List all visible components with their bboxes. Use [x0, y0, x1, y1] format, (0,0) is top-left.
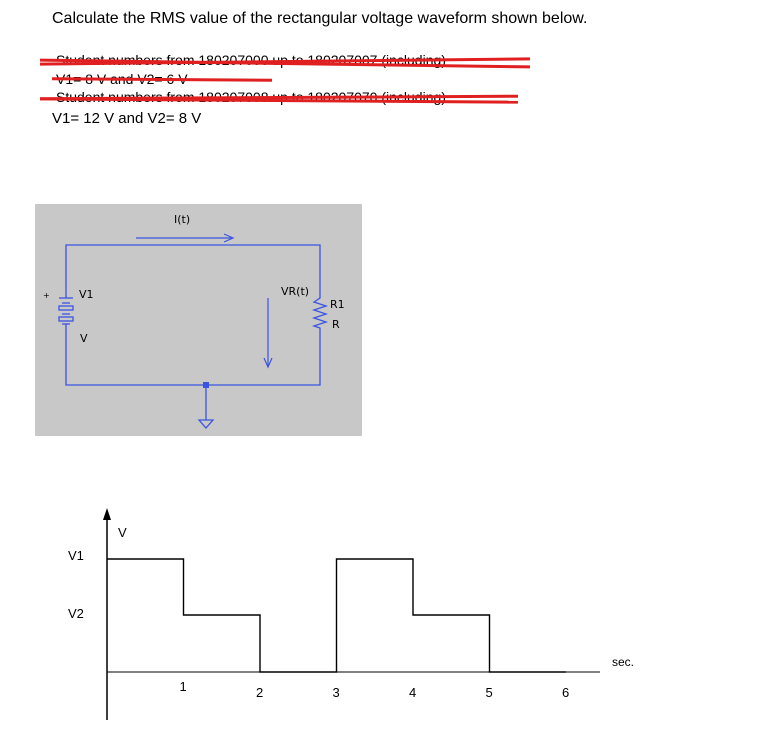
x-tick-label-6: 6 — [562, 685, 570, 700]
x-axis-label: sec. — [612, 655, 635, 669]
waveform-line — [107, 559, 566, 672]
battery-symbol — [59, 290, 73, 330]
source-label: V1 — [79, 288, 94, 301]
voltage-arrow — [264, 298, 272, 367]
circuit-diagram — [66, 245, 320, 420]
x-tick-label-1: 1 — [179, 679, 187, 694]
vr-label: VR(t) — [281, 285, 310, 298]
y-tick-label-v1: V1 — [68, 548, 84, 563]
y-axis-arrow — [103, 508, 111, 520]
x-tick-label-5: 5 — [485, 685, 493, 700]
wire-bottom — [66, 330, 320, 385]
source-unit: V — [80, 332, 88, 345]
given-values: V1= 12 V and V2= 8 V — [52, 110, 202, 127]
resistor-symbol — [314, 294, 326, 332]
y-axis-label: V — [118, 525, 127, 540]
resistor-name: R1 — [330, 298, 345, 311]
plus-sign: + — [43, 291, 50, 300]
x-ticks — [180, 679, 570, 700]
x-tick-label-4: 4 — [409, 685, 417, 700]
current-label: I(t) — [174, 213, 191, 226]
x-tick-label-2: 2 — [256, 685, 264, 700]
resistor-value: R — [332, 318, 340, 331]
current-arrow — [136, 234, 233, 242]
x-tick-label-3: 3 — [332, 685, 340, 700]
y-tick-label-v2: V2 — [68, 606, 84, 621]
waveform-graph — [68, 508, 634, 720]
question-text: Calculate the RMS value of the rectangular voltage waveform shown below. — [52, 10, 588, 27]
